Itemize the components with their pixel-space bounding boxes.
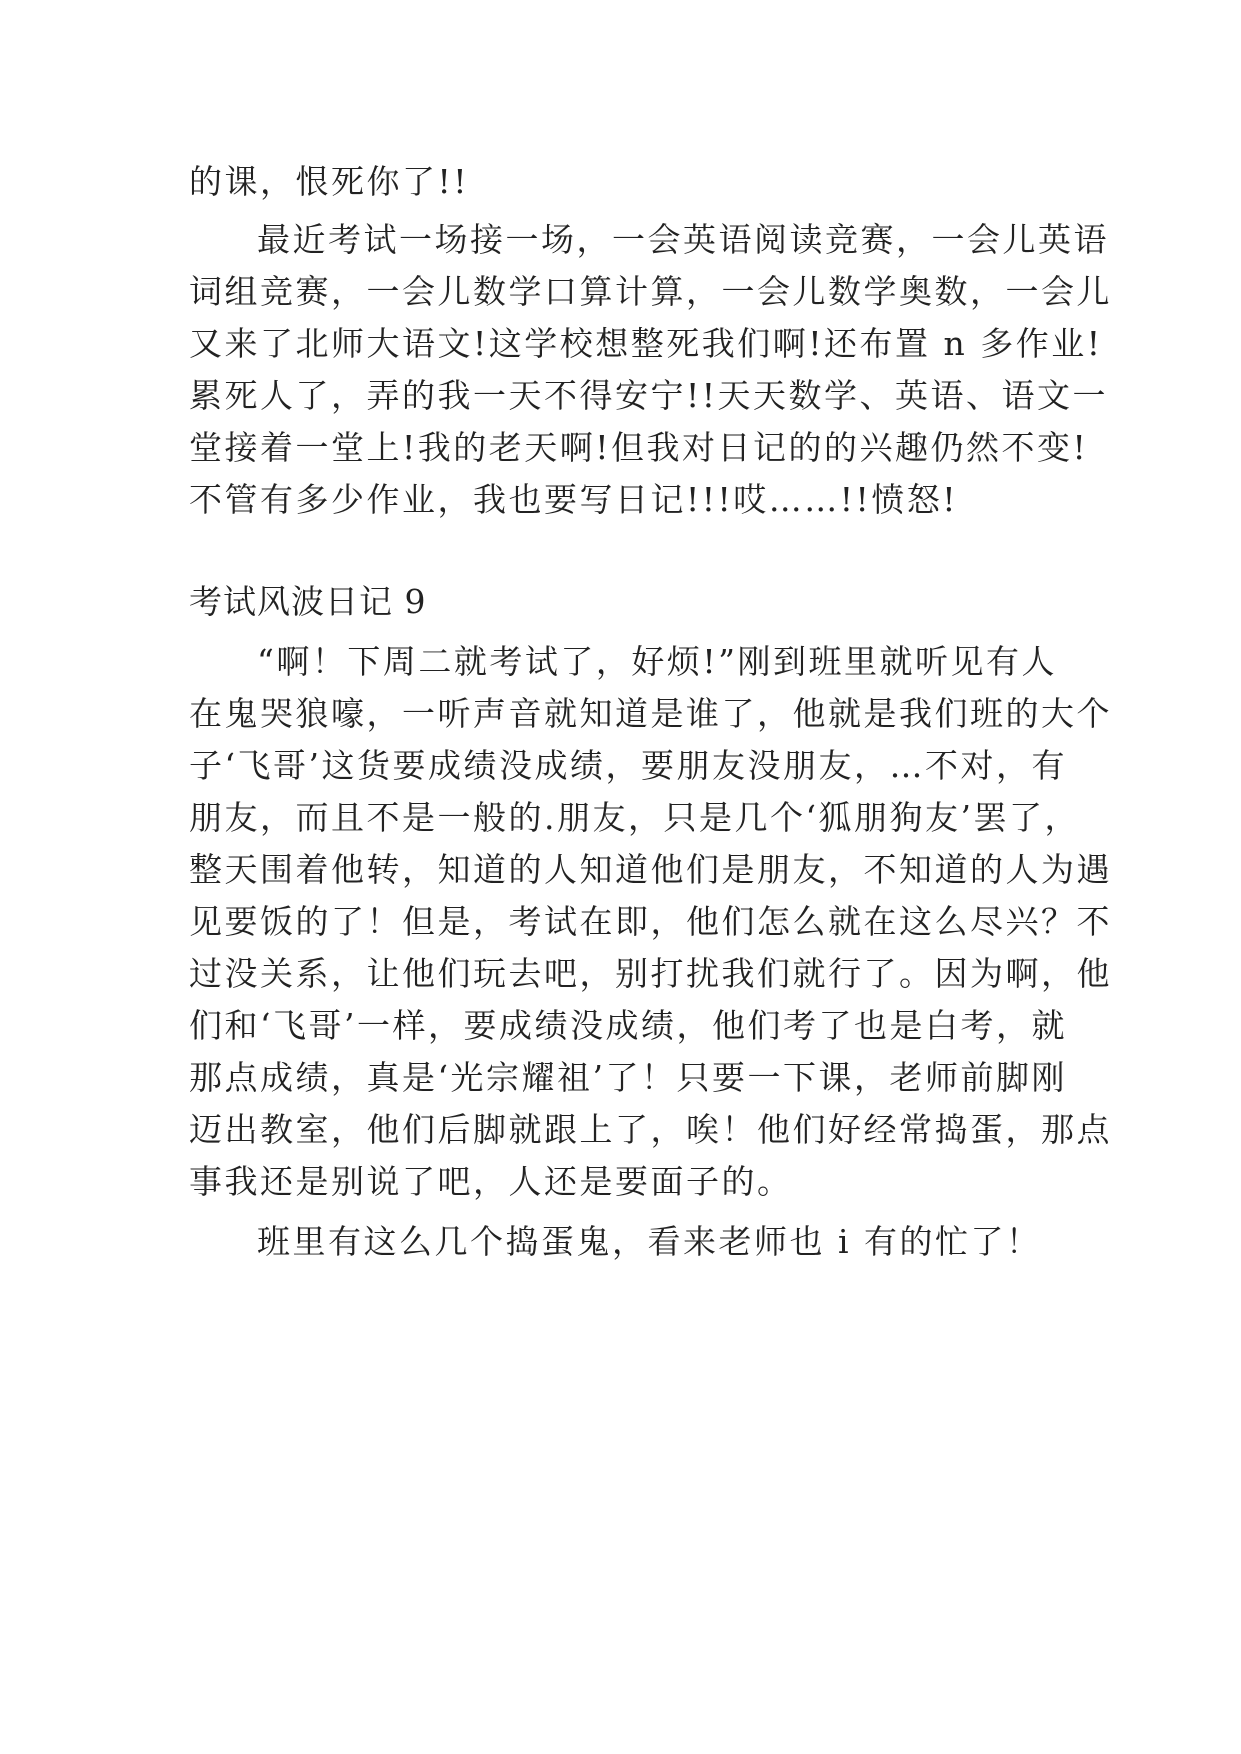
paragraph-line: 过没关系，让他们玩去吧，别打扰我们就行了。因为啊，他	[189, 954, 1112, 993]
paragraph-line: 迈出教室，他们后脚就跟上了，唉！他们好经常捣蛋，那点	[189, 1110, 1112, 1149]
paragraph-line: “啊！下周二就考试了，好烦!”刚到班里就听见有人	[257, 642, 1058, 681]
paragraph-line: 堂接着一堂上!我的老天啊!但我对日记的的兴趣仍然不变!	[189, 428, 1089, 467]
paragraph-line: 整天围着他转，知道的人知道他们是朋友，不知道的人为遇	[189, 850, 1112, 889]
paragraph-line: 累死人了，弄的我一天不得安宁!!天天数学、英语、语文一	[189, 376, 1109, 415]
paragraph-line: 事我还是别说了吧，人还是要面子的。	[189, 1162, 793, 1201]
paragraph-line: 朋友，而且不是一般的.朋友，只是几个‘狐朋狗友’罢了，	[189, 798, 1080, 837]
section-title: 考试风波日记 9	[189, 582, 427, 621]
paragraph-line: 又来了北师大语文!这学校想整死我们啊!还布置 n 多作业!	[189, 324, 1103, 363]
continuation-line: 的课，恨死你了!!	[189, 162, 470, 201]
paragraph-line: 们和‘飞哥’一样，要成绩没成绩，他们考了也是白考，就	[189, 1006, 1067, 1045]
paragraph-line: 词组竞赛，一会儿数学口算计算，一会儿数学奥数，一会儿	[189, 272, 1112, 311]
paragraph-line: 最近考试一场接一场，一会英语阅读竞赛，一会儿英语	[257, 220, 1109, 259]
paragraph-line: 在鬼哭狼嚎，一听声音就知道是谁了，他就是我们班的大个	[189, 694, 1112, 733]
paragraph-line: 见要饭的了！但是，考试在即，他们怎么就在这么尽兴？不	[189, 902, 1112, 941]
paragraph-line: 不管有多少作业，我也要写日记!!!哎……!!愤怒!	[189, 480, 959, 519]
paragraph-line: 子‘飞哥’这货要成绩没成绩，要朋友没朋友，…不对，有	[189, 746, 1067, 785]
paragraph-line: 班里有这么几个捣蛋鬼，看来老师也 i 有的忙了！	[257, 1222, 1042, 1261]
paragraph-line: 那点成绩，真是‘光宗耀祖’了！只要一下课，老师前脚刚	[189, 1058, 1067, 1097]
